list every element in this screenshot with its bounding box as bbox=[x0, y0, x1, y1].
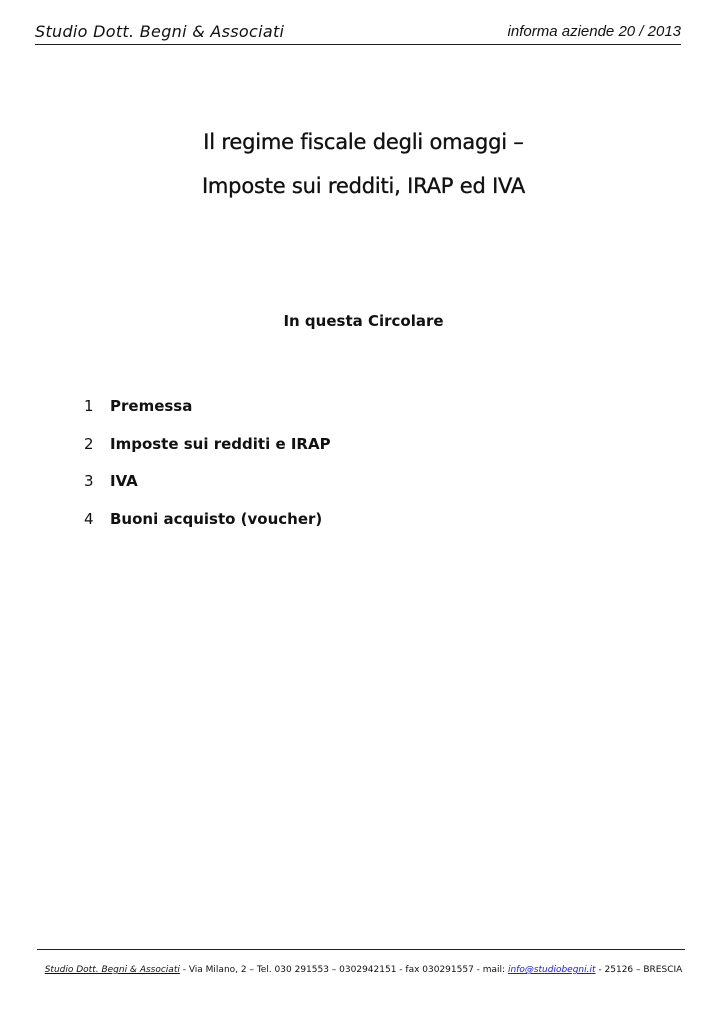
footer-address: - Via Milano, 2 – Tel. 030 291553 – 0302942151 - fax 030291557 - mail: bbox=[179, 965, 508, 975]
toc-item-number: 2 bbox=[84, 434, 94, 453]
toc-item-imposte[interactable] bbox=[84, 435, 331, 473]
footer-divider bbox=[37, 949, 685, 950]
toc-item-label: Premessa bbox=[110, 397, 193, 415]
toc-heading: In questa Circolare bbox=[283, 312, 444, 330]
footer-email-link[interactable]: info@studiobegni.it bbox=[507, 965, 596, 975]
toc-item-premessa[interactable] bbox=[84, 397, 331, 435]
toc-item-label: Imposte sui redditi e IRAP bbox=[110, 434, 331, 453]
toc-item-number: 1 bbox=[84, 397, 94, 415]
footer-city: - 25126 – BRESCIA bbox=[595, 965, 683, 975]
document-title-line-2: Imposte sui redditi, IRAP ed IVA bbox=[201, 174, 526, 198]
footer-studio-name: Studio Dott. Begni & Associati bbox=[44, 965, 180, 975]
toc-item-voucher[interactable] bbox=[84, 510, 331, 548]
page-footer bbox=[0, 965, 727, 975]
document-title-line-1: Il regime fiscale degli omaggi – bbox=[203, 130, 524, 154]
toc-item-iva[interactable] bbox=[84, 472, 331, 510]
header-issue: informa aziende 20 / 2013 bbox=[507, 23, 681, 40]
toc-item-number: 4 bbox=[84, 509, 94, 528]
toc-item-label: Buoni acquisto (voucher) bbox=[110, 509, 323, 528]
page-header bbox=[35, 22, 681, 45]
table-of-contents bbox=[84, 397, 331, 547]
toc-item-label: IVA bbox=[110, 472, 138, 490]
header-studio-name: Studio Dott. Begni & Associati bbox=[35, 22, 285, 41]
toc-item-number: 3 bbox=[84, 472, 94, 490]
